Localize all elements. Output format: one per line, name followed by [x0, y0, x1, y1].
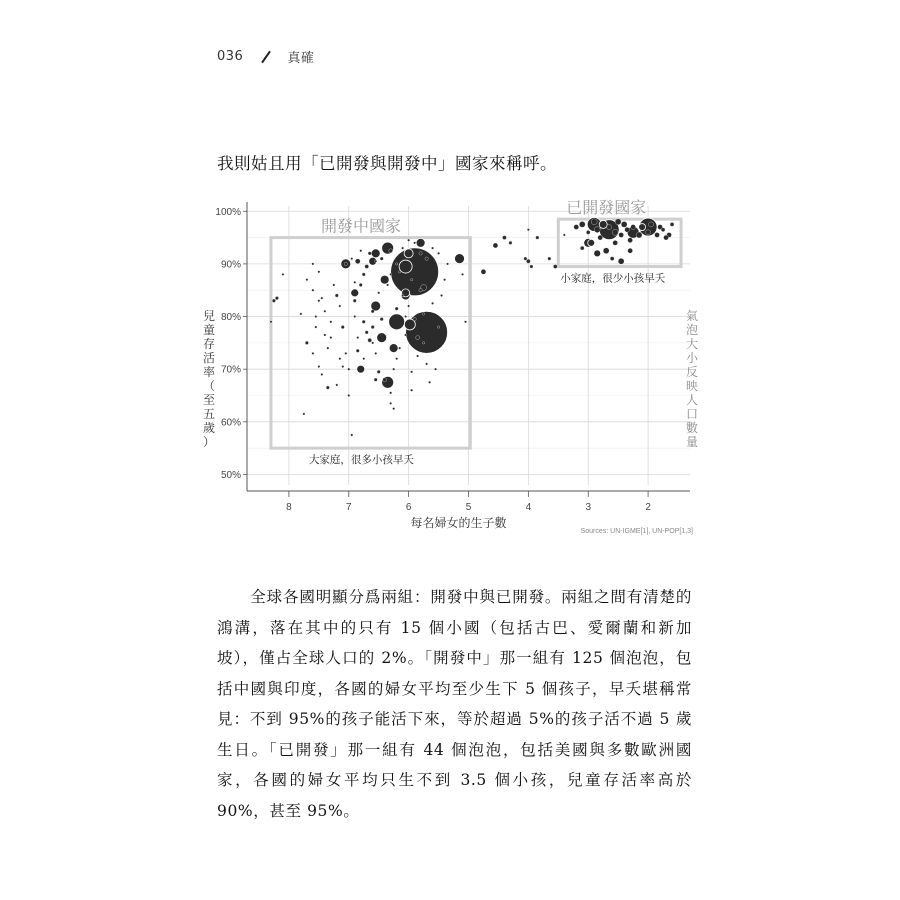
- data-bubble: [378, 292, 380, 294]
- data-bubble: [389, 314, 405, 330]
- data-bubble: [327, 347, 329, 349]
- bubble-chart: [195, 180, 705, 540]
- group-boxes: [271, 219, 681, 448]
- data-bubble: [419, 252, 422, 255]
- data-bubble: [300, 313, 302, 315]
- data-bubble: [661, 228, 665, 232]
- data-bubble: [524, 257, 527, 260]
- page-number: 036: [217, 49, 244, 64]
- x-tick-label: 4: [525, 502, 532, 513]
- data-bubble: [324, 310, 326, 312]
- data-bubble: [526, 259, 530, 263]
- data-bubble: [377, 333, 387, 343]
- data-bubble: [407, 239, 409, 241]
- intro-text: 我則姑且用「已開發與開發中」國家來稱呼。: [217, 154, 557, 173]
- data-bubble: [481, 269, 486, 274]
- data-bubble: [437, 252, 439, 254]
- y-tick-label: 50%: [220, 469, 241, 481]
- data-bubble: [401, 247, 403, 249]
- data-bubble: [655, 232, 660, 237]
- data-bubble: [527, 228, 529, 230]
- data-bubble: [422, 342, 424, 344]
- data-bubble: [615, 219, 621, 225]
- source-note: Sources: UN-IGME[1], UN-POP[1,3]: [580, 528, 693, 535]
- data-bubble: [404, 315, 406, 317]
- separator-slash: [261, 50, 271, 63]
- data-bubble: [318, 271, 320, 273]
- body-paragraph-text: 全球各國明顯分爲兩組：開發中與已開發。兩組之間有清楚的鴻溝，落在其中的只有 15 個小國（包括古巴、愛爾蘭和新加坡），僅占全球人口的 2%。「開發中」那一組有 125 個泡泡，包括中國與印度，各國的婦女平均至少生下 5 個孩子，早夭堪稱常見：不到 95%的孩子能活下來，等於超過 5%的孩子活不過 5 歲生日。「已開發」那一組有 44 個泡泡，包括美國與多數歐洲國家，各國的婦女平均只生不到 3.5 個小孩，兒童存活率高於 90%，甚至 95%。: [217, 588, 692, 820]
- group-annotation: 小家庭，很少小孩早夭: [560, 272, 666, 285]
- data-bubble: [598, 235, 603, 240]
- section-title: 真確: [287, 51, 315, 66]
- data-bubble: [461, 273, 463, 275]
- data-bubble: [386, 284, 388, 286]
- data-bubble: [380, 275, 389, 284]
- chart-grid: [247, 206, 690, 485]
- data-bubble: [563, 234, 565, 236]
- data-bubble: [410, 278, 412, 280]
- data-bubble: [272, 299, 275, 302]
- data-bubble: [434, 368, 436, 370]
- data-bubble: [404, 334, 406, 336]
- data-bubble: [357, 336, 359, 338]
- data-bubble: [646, 230, 651, 235]
- data-bubble: [359, 283, 362, 286]
- data-bubble: [670, 222, 674, 226]
- chart-axes: [215, 202, 690, 513]
- y-tick-label: 60%: [220, 417, 241, 429]
- data-bubble: [365, 331, 368, 334]
- data-bubble: [380, 317, 383, 320]
- data-bubble: [509, 241, 512, 244]
- data-bubble: [610, 257, 614, 261]
- data-bubble: [321, 297, 323, 299]
- data-bubble: [380, 257, 383, 260]
- data-bubble: [389, 402, 391, 404]
- data-bubble: [443, 278, 445, 280]
- data-bubble: [599, 220, 607, 228]
- data-bubble: [613, 240, 618, 245]
- data-bubble: [389, 249, 393, 253]
- data-bubble: [431, 247, 433, 249]
- data-bubble: [493, 243, 498, 248]
- data-bubble: [374, 378, 377, 381]
- x-tick-label: 2: [645, 502, 651, 513]
- data-bubble: [416, 355, 418, 357]
- data-bubble: [345, 352, 347, 354]
- data-bubble: [312, 289, 314, 291]
- data-bubble: [326, 386, 329, 389]
- data-bubble: [407, 305, 409, 307]
- data-bubble: [631, 225, 636, 230]
- data-bubble: [282, 273, 284, 275]
- data-bubble: [341, 325, 344, 328]
- data-bubble: [339, 305, 341, 307]
- data-bubble: [275, 296, 278, 299]
- data-bubble: [375, 260, 377, 262]
- data-bubble: [395, 263, 397, 265]
- data-bubble: [594, 250, 601, 257]
- data-bubble: [406, 311, 448, 353]
- data-bubble: [580, 246, 584, 250]
- group-annotation: 大家庭，很多小孩早夭: [308, 454, 414, 467]
- data-bubble: [318, 365, 320, 367]
- data-bubble: [536, 236, 539, 239]
- data-bubble: [619, 232, 624, 237]
- data-bubble: [586, 230, 590, 234]
- data-bubble: [391, 248, 439, 296]
- data-bubble: [553, 265, 557, 269]
- data-bubble: [425, 257, 428, 260]
- y-axis-label: 兒童存活率（至五歲）: [202, 309, 216, 449]
- bubble-size-label: 氣泡大小反映人口數量: [685, 309, 699, 449]
- data-bubble: [502, 236, 506, 240]
- x-tick-label: 3: [585, 502, 592, 513]
- data-bubble: [375, 352, 377, 354]
- data-bubble: [303, 413, 305, 415]
- y-tick-label: 70%: [220, 364, 241, 376]
- data-bubble: [419, 289, 422, 292]
- data-bubble: [333, 284, 335, 286]
- data-bubble: [636, 232, 642, 238]
- data-bubble: [649, 222, 654, 227]
- data-bubble: [422, 313, 424, 315]
- y-tick-label: 90%: [220, 259, 241, 271]
- data-bubble: [377, 370, 380, 373]
- data-bubble: [612, 229, 618, 235]
- data-bubble: [618, 258, 624, 264]
- data-bubble: [664, 235, 669, 240]
- y-tick-label: 80%: [220, 312, 241, 324]
- data-bubble: [270, 321, 272, 323]
- x-axis-label: 每名婦女的生子數: [410, 516, 507, 530]
- data-bubble: [625, 227, 630, 232]
- data-bubble: [594, 227, 600, 233]
- data-bubble: [363, 357, 365, 359]
- data-bubble: [431, 302, 433, 304]
- data-bubble: [530, 265, 533, 268]
- data-bubble: [621, 221, 627, 227]
- data-bubble: [588, 239, 595, 246]
- data-bubble: [398, 347, 400, 349]
- data-bubble: [416, 336, 420, 340]
- x-tick-label: 6: [405, 502, 412, 513]
- data-bubble: [360, 250, 362, 252]
- data-bubble: [362, 273, 365, 276]
- group-title: 已開發國家: [566, 200, 647, 218]
- data-bubble: [357, 365, 365, 373]
- data-bubble: [321, 373, 323, 375]
- data-bubble: [330, 336, 332, 338]
- data-bubble: [351, 434, 353, 436]
- data-bubble: [355, 259, 360, 264]
- data-bubble: [315, 315, 317, 317]
- data-bubble: [401, 294, 403, 296]
- data-bubble: [410, 389, 412, 391]
- data-bubble: [354, 281, 356, 283]
- data-bubble: [446, 263, 448, 265]
- x-tick-label: 5: [465, 502, 472, 513]
- data-bubble: [371, 325, 374, 328]
- data-bubble: [628, 238, 633, 243]
- data-bubble: [344, 262, 347, 265]
- data-bubble: [351, 257, 353, 259]
- group-title: 開發中國家: [320, 218, 401, 236]
- data-bubble: [362, 320, 365, 323]
- data-bubble: [348, 394, 350, 396]
- x-tick-label: 8: [286, 502, 292, 513]
- chart-labels: [203, 199, 699, 535]
- data-bubble: [437, 326, 439, 328]
- data-bubble: [607, 225, 612, 230]
- data-bubble: [392, 407, 394, 409]
- data-bubble: [368, 338, 372, 342]
- data-bubble: [371, 310, 374, 313]
- data-bubble: [306, 278, 308, 280]
- data-bubble: [371, 249, 380, 258]
- chart-bubbles: [270, 217, 674, 436]
- data-bubble: [305, 341, 308, 344]
- body-paragraph: [217, 582, 692, 826]
- data-bubble: [389, 273, 391, 275]
- data-bubble: [413, 242, 415, 244]
- data-bubble: [591, 219, 597, 225]
- data-bubble: [425, 363, 427, 365]
- data-bubble: [312, 263, 314, 265]
- data-bubble: [335, 294, 338, 297]
- page-header: [217, 47, 314, 66]
- data-bubble: [324, 334, 326, 336]
- data-bubble: [404, 249, 413, 258]
- data-bubble: [354, 315, 356, 317]
- data-bubble: [389, 392, 391, 394]
- data-bubble: [365, 265, 369, 269]
- data-bubble: [398, 271, 400, 273]
- data-bubble: [628, 248, 633, 253]
- data-bubble: [410, 371, 412, 373]
- data-bubble: [315, 326, 317, 328]
- data-bubble: [383, 378, 387, 382]
- data-bubble: [351, 289, 359, 297]
- data-bubble: [639, 224, 646, 231]
- y-tick-label: 100%: [215, 206, 241, 218]
- data-bubble: [440, 294, 442, 296]
- data-bubble: [389, 344, 398, 353]
- data-bubble: [395, 307, 398, 310]
- data-bubble: [356, 349, 359, 352]
- data-bubble: [330, 321, 332, 323]
- data-bubble: [392, 368, 394, 370]
- data-bubble: [416, 238, 425, 247]
- data-bubble: [413, 317, 416, 320]
- x-tick-label: 7: [345, 502, 352, 513]
- data-bubble: [336, 384, 338, 386]
- data-bubble: [339, 357, 341, 359]
- data-bubble: [428, 381, 430, 383]
- data-bubble: [348, 368, 350, 370]
- data-bubble: [574, 225, 579, 230]
- data-bubble: [368, 252, 371, 255]
- data-bubble: [464, 321, 466, 323]
- data-bubble: [455, 254, 465, 264]
- data-bubble: [318, 300, 320, 302]
- data-bubble: [603, 248, 609, 254]
- data-bubble: [312, 352, 314, 354]
- data-bubble: [342, 365, 344, 367]
- data-bubble: [399, 260, 412, 273]
- data-bubble: [353, 299, 356, 302]
- data-bubble: [395, 357, 397, 359]
- data-bubble: [372, 342, 374, 344]
- data-bubble: [579, 221, 585, 227]
- data-bubble: [548, 257, 551, 260]
